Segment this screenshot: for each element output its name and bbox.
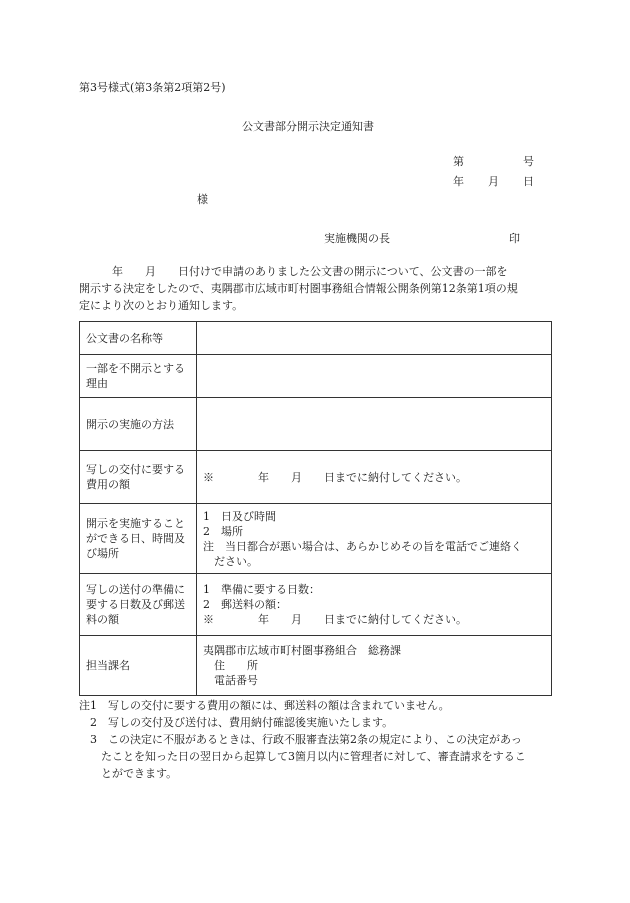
row-label: 写しの交付に要する 費用の額 <box>80 451 197 504</box>
row-label: 公文書の名称等 <box>80 322 197 355</box>
form-number: 第3号様式(第3条第2項第2号) <box>79 81 226 94</box>
row-content: ※ 年 月 日までに納付してください。 <box>197 451 552 504</box>
intro-line: 定により次のとおり通知します。 <box>79 299 244 312</box>
note-item: たことを知った日の翌日から起算して3箇月以内に管理者に対して、審査請求をするこ <box>79 750 526 763</box>
row-content: 夷隅郡市広域市町村圏事務組合 総務課 住 所 電話番号 <box>197 636 552 696</box>
row-label: 一部を不開示とする 理由 <box>80 355 197 398</box>
row-content: 1 日及び時間 2 場所 注 当日都合が悪い場合は、あらかじめその旨を電話でご連絡く ださい。 <box>197 504 552 574</box>
row-content: 1 準備に要する日数： 2 郵送料の額： ※ 年 月 日までに納付してください。 <box>197 574 552 636</box>
doc-number-go: 号 <box>523 155 534 168</box>
intro-line: 年 月 日付けで申請のありました公文書の開示について、公文書の一部を <box>79 265 508 278</box>
table-row <box>80 504 552 574</box>
row-label: 写しの送付の準備に 要する日数及び郵送 料の額 <box>80 574 197 636</box>
row-content <box>197 398 552 451</box>
row-label: 開示の実施の方法 <box>80 398 197 451</box>
seal-mark: 印 <box>509 232 520 245</box>
note-item: とができます。 <box>79 767 178 780</box>
table-row <box>80 451 552 504</box>
date-year: 年 <box>453 175 464 188</box>
note-item: 3 この決定に不服があるときは、行政不服審査法第2条の規定により、この決定があっ <box>79 733 522 746</box>
table-row <box>80 636 552 696</box>
intro-paragraph <box>79 263 551 314</box>
date-day: 日 <box>523 175 534 188</box>
table-row <box>80 322 552 355</box>
doc-number-dai: 第 <box>453 155 464 168</box>
notes <box>79 697 559 782</box>
note-item: 2 写しの交付及び送付は、費用納付確認後実施いたします。 <box>79 716 394 729</box>
document-title: 公文書部分開示決定通知書 <box>242 120 374 133</box>
table-row <box>80 355 552 398</box>
issuer-title: 実施機関の長 <box>324 232 390 245</box>
row-label: 開示を実施すること ができる日、時間及 び場所 <box>80 504 197 574</box>
date-month: 月 <box>488 175 499 188</box>
note-item: 注1 写しの交付に要する費用の額には、郵送料の額は含まれていません。 <box>79 699 450 712</box>
row-content <box>197 355 552 398</box>
table-row <box>80 398 552 451</box>
intro-line: 開示する決定をしたので、夷隅郡市広域市町村圏事務組合情報公開条例第12条第1項の規 <box>79 282 518 295</box>
addressee-suffix: 様 <box>197 193 208 206</box>
row-label: 担当課名 <box>80 636 197 696</box>
table-row <box>80 574 552 636</box>
disclosure-form-table <box>79 321 552 696</box>
row-content <box>197 322 552 355</box>
